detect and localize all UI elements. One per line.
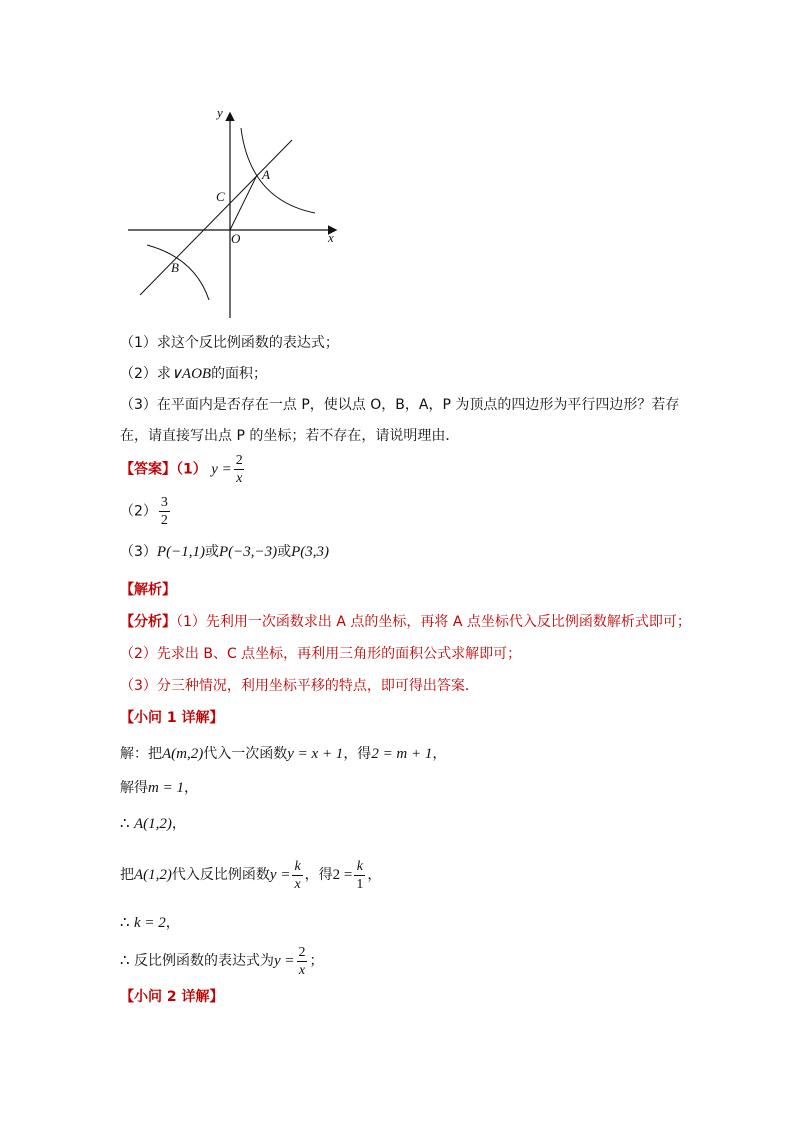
- detail-1-line-4: [120, 856, 381, 894]
- point-a: A(1,2): [134, 867, 172, 883]
- triangle-aob: ∨AOB: [170, 366, 212, 382]
- analysis-tag: 【解析】: [120, 582, 176, 598]
- question-3-line-1: [120, 395, 679, 415]
- x-axis-label: x: [328, 230, 334, 245]
- question-3-line-2: [120, 426, 459, 446]
- detail-1-line-3: [120, 814, 186, 834]
- fenxi-tag: 【分析】: [120, 614, 176, 630]
- answer-1-fraction: $\frac{2}{x}$: [235, 453, 243, 486]
- answer-3-point-2: P(−3,−3): [218, 544, 278, 560]
- detail-2-tag: 【小问 2 详解】: [120, 989, 224, 1005]
- point-a-label: A: [262, 167, 270, 182]
- question-1: [120, 333, 339, 353]
- question-3-text-2: 在，请直接写出点 P 的坐标；若不存在，请说明理由．: [120, 428, 460, 444]
- equation: m = 1: [148, 780, 184, 796]
- answer-3-point-1: P(−1,1): [156, 544, 205, 560]
- text: ，得: [304, 867, 333, 883]
- answer-3-point-3: P(3,3): [291, 544, 330, 560]
- question-2-prefix: （2）求: [120, 366, 171, 382]
- answer-2-label: （2）: [120, 503, 157, 520]
- origin-label: O: [231, 231, 241, 246]
- detail-1-line-5: [120, 913, 180, 933]
- text: ；: [309, 953, 324, 969]
- answer-1-label: （1）: [176, 461, 207, 478]
- fraction-2-x: $\frac{2}{x}$: [298, 944, 306, 978]
- text: ，: [432, 746, 447, 762]
- linear-function-line: [140, 140, 292, 295]
- or-word: 或: [277, 544, 292, 560]
- analysis-1-text: （1）先利用一次函数求出 A 点的坐标，再将 A 点坐标代入反比例函数解析式即可；: [176, 614, 691, 630]
- question-3-text-1: （3）在平面内是否存在一点 P，使以点 O，B，A，P 为顶点的四边形为平行四边形？若存: [120, 397, 680, 413]
- text: 解：把: [120, 746, 162, 762]
- analysis-3-text: （3）分三种情况，利用坐标平移的特点，即可得出答案．: [120, 678, 479, 694]
- point-c-label: C: [216, 189, 225, 204]
- therefore-symbol: ∴: [120, 915, 130, 931]
- detail-1-line-1: [120, 744, 446, 764]
- analysis-heading: [120, 580, 176, 600]
- text: ，: [171, 816, 186, 832]
- equation: k = 2: [134, 915, 166, 931]
- fraction-k-x: $\frac{k}{x}$: [294, 858, 301, 892]
- analysis-2-text: （2）先求出 B、C 点坐标，再利用三角形的面积公式求解即可；: [120, 646, 522, 662]
- linear-equation: y = x + 1: [287, 746, 344, 762]
- fraction-k-1: $\frac{k}{1}$: [356, 858, 364, 892]
- text: ，得: [343, 746, 372, 762]
- answer-tag: 【答案】: [120, 461, 176, 478]
- answer-2: [120, 494, 172, 529]
- therefore-symbol: ∴: [120, 816, 130, 832]
- point-a-m2: A(m,2): [162, 746, 204, 762]
- equation: 2 = m + 1: [371, 746, 433, 762]
- lhs: 2 =: [332, 867, 353, 883]
- answer-3: [120, 542, 329, 562]
- analysis-3: [120, 676, 479, 696]
- text: 代入反比例函数: [171, 867, 270, 883]
- question-2: [120, 364, 267, 384]
- point-a: A(1,2): [134, 816, 172, 832]
- point-b-label: B: [171, 260, 179, 275]
- text: 代入一次函数: [203, 746, 288, 762]
- question-2-suffix: 的面积；: [211, 366, 268, 382]
- text: ，: [183, 780, 198, 796]
- detail-1-line-2: [120, 778, 198, 798]
- text: 把: [120, 867, 134, 883]
- question-1-text: （1）求这个反比例函数的表达式；: [120, 335, 339, 351]
- text: 解得: [120, 780, 148, 796]
- detail-1-line-6: [120, 942, 324, 980]
- detail-1-heading: [120, 708, 224, 728]
- y-axis-label: y: [217, 105, 223, 120]
- segment-oa: [230, 175, 257, 230]
- text: ，: [367, 867, 382, 883]
- analysis-2: [120, 644, 521, 664]
- or-word: 或: [204, 544, 219, 560]
- answer-3-label: （3）: [120, 544, 157, 560]
- text: ，: [165, 915, 180, 931]
- analysis-1: [120, 612, 691, 632]
- therefore-symbol: ∴: [120, 953, 130, 969]
- graph-figure: [120, 100, 350, 325]
- detail-1-tag: 【小问 1 详解】: [120, 710, 224, 726]
- lhs: y =: [274, 953, 295, 969]
- hyperbola-branch-first-quadrant: [241, 128, 315, 213]
- answer-1: [120, 452, 247, 487]
- text: 反比例函数的表达式为: [134, 953, 274, 969]
- answer-2-fraction: $\frac{3}{2}$: [160, 495, 168, 528]
- lhs: y =: [269, 867, 291, 883]
- answer-1-lhs: y =: [211, 461, 232, 478]
- detail-2-heading: [120, 987, 224, 1007]
